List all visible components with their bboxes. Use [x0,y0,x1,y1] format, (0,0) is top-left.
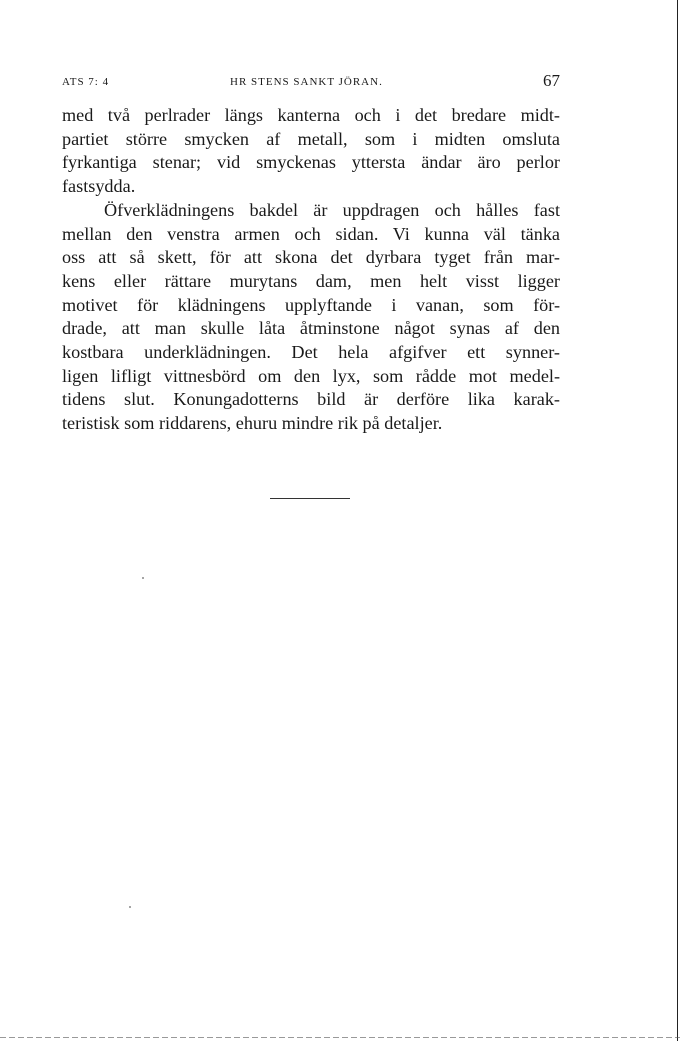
text-line: Öfverklädningens bakdel är uppdragen och hålles fast [104,199,560,220]
signature-mark: ATS 7: 4 [62,76,110,88]
text-line: mellan den venstra armen och sidan. Vi kunna väl tänka [62,223,560,244]
text-line: fyrkantiga stenar; vid smyckenas yttersta ändar äro perlor [62,152,560,173]
text-line: tidens slut. Konungadotterns bild är derföre lika karak- [62,389,560,410]
text-line: ligen lifligt vittnesbörd om den lyx, som rådde mot medel- [62,365,560,386]
text-line: partiet större smycken af metall, som i midten omsluta [62,128,560,149]
section-divider [270,498,350,499]
scan-edge-right [677,0,678,1041]
text-line: fastsydda. [62,176,136,197]
scan-speck [129,906,131,908]
text-line: motivet för klädningens upplyftande i vanan, som för- [62,294,560,315]
page-number: 67 [543,71,560,90]
text-line: med två perlrader längs kanterna och i det bredare midt- [62,105,560,125]
text-line: kostbara underklädningen. Det hela afgifver ett synner- [62,342,560,363]
paragraph-1 [62,104,560,199]
text-line: teristisk som riddarens, ehuru mindre rik på detaljer. [62,413,443,434]
running-title: HR STENS SANKT JÖRAN. [230,76,383,88]
scan-speck [142,577,144,579]
scan-edge-bottom [0,1037,680,1038]
body-text [62,104,560,436]
text-line: oss att så skett, för att skona det dyrbara tyget från mar- [62,247,560,268]
text-line: kens eller rättare murytans dam, men helt visst ligger [62,270,560,291]
running-header [62,71,560,92]
paragraph-2 [62,199,560,436]
text-line: drade, att man skulle låta åtminstone något synas af den [62,318,560,339]
